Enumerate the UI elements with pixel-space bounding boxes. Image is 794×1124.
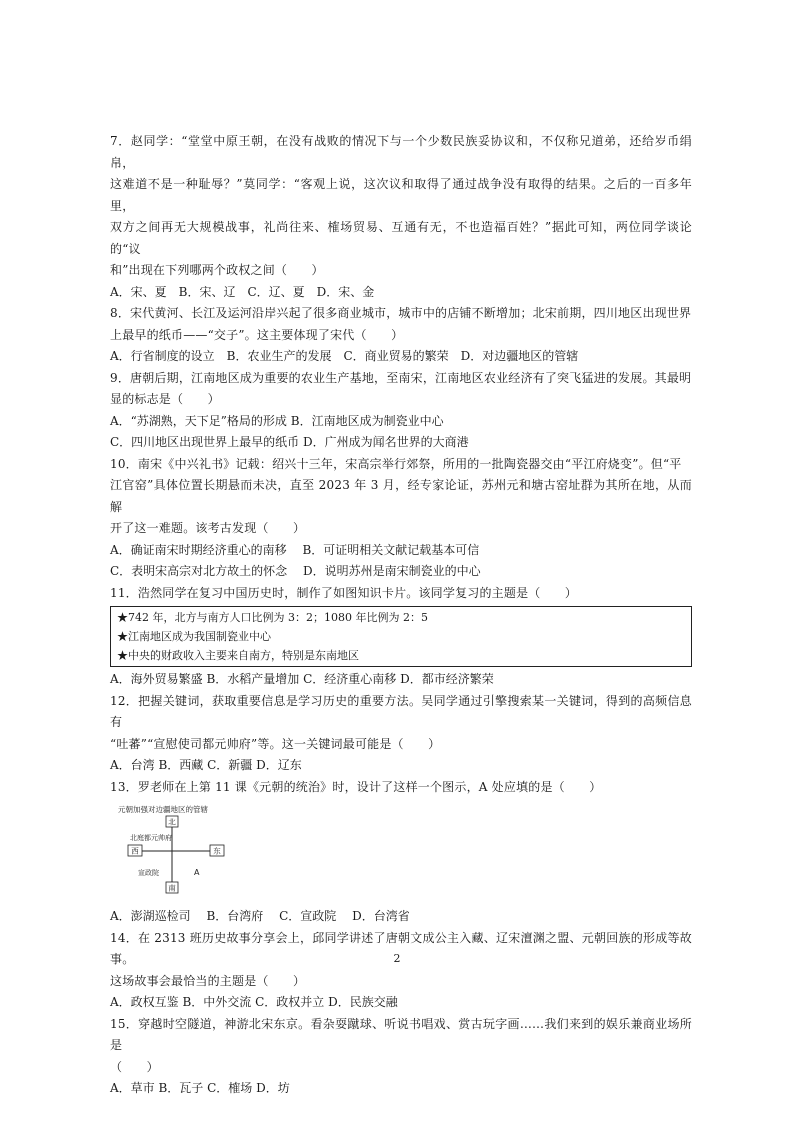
question-12: [110, 691, 692, 777]
question-8-options: A．行省制度的设立 B．农业生产的发展 C．商业贸易的繁荣 D．对边疆地区的管辖: [110, 349, 579, 363]
question-15-line: （ ）: [110, 1059, 159, 1074]
question-10-options: C．表明宋高宗对北方故土的怀念 D．说明苏州是南宋制瓷业的中心: [110, 564, 481, 578]
question-11: [110, 583, 692, 691]
question-8-line: 8．宋代黄河、长江及运河沿岸兴起了很多商业城市，城市中的店铺不断增加；北宋前期，四川地区出现世界: [110, 306, 692, 320]
question-14-options: A．政权互鉴 B．中外交流 C．政权并立 D．民族交融: [110, 995, 398, 1009]
page-number: 2: [393, 952, 401, 965]
question-7-line: 和”出现在下列哪两个政权之间（ ）: [110, 263, 324, 277]
diagram-southwest-label: 宣政院: [138, 869, 159, 877]
question-15: [110, 1014, 692, 1100]
question-7-line: 这难道不是一种耻辱？”莫同学：“客观上说，这次议和取得了通过战争没有取得的结果。之后的一百多年里，: [110, 177, 692, 213]
question-10-line: 10．南宋《中兴礼书》记载：绍兴十三年，宋高宗举行郊祭，所用的一批陶瓷器交由“平江府烧变”。但“平: [110, 456, 682, 471]
question-9: [110, 368, 692, 454]
diagram-answer-a-label: A: [194, 868, 200, 877]
question-14-line: 14．在 2313 班历史故事分享会上，邱同学讲述了唐朝文成公主入藏、辽宋澶渊之盟、元朝回族的形成等故事。: [110, 930, 692, 966]
question-9-options: A．“苏湖熟，天下足”格局的形成 B．江南地区成为制瓷业中心: [110, 413, 444, 428]
question-15-options: A．草市 B．瓦子 C．榷场 D．坊: [110, 1081, 290, 1095]
knowledge-card-item: ★中央的财政收入主要来自南方，特别是东南地区: [117, 649, 359, 662]
question-7-line: 双方之间再无大规模战事，礼尚往来、榷场贸易、互通有无，不也造福百姓？”据此可知，两位同学谈论的“议: [110, 220, 692, 256]
question-9-options: C．四川地区出现世界上最早的纸币 D．广州成为闻名世界的大商港: [110, 435, 469, 449]
question-7-line: 7．赵同学：“堂堂中原王朝，在没有战败的情况下与一个少数民族妥协议和，不仅称兄道弟，还给岁币绢帛，: [110, 134, 692, 170]
knowledge-card-item: ★江南地区成为我国制瓷业中心: [117, 630, 271, 643]
question-12-line: 12．把握关键词，获取重要信息是学习历史的重要方法。吴同学通过引擎搜索某一关键词，得到的高频信息有: [110, 693, 692, 729]
question-10: [110, 454, 692, 583]
diagram-title: 元朝加强对边疆地区的管辖: [118, 805, 208, 814]
question-11-options: A．海外贸易繁盛 B．水稻产量增加 C．经济重心南移 D．都市经济繁荣: [110, 672, 494, 686]
question-10-line: 开了这一难题。该考古发现（ ）: [110, 521, 306, 535]
question-13-options: A．澎湖巡检司 B．台湾府 C．宣政院 D．台湾省: [110, 909, 410, 923]
diagram-south-label: 南: [168, 883, 176, 893]
diagram-west-label: 西: [131, 846, 139, 856]
question-7: [110, 131, 692, 303]
border-administration-diagram: [118, 804, 254, 896]
question-12-line: “吐蕃”“宣慰使司都元帅府”等。这一关键词最可能是（ ）: [110, 736, 441, 751]
question-9-line: 9．唐朝后期，江南地区成为重要的农业生产基地，至南宋，江南地区农业经济有了突飞猛进的发展。其最明: [110, 370, 692, 385]
knowledge-card-item: ★742 年，北方与南方人口比例为 3：2；1080 年比例为 2：5: [117, 611, 428, 624]
diagram-north-label: 北: [168, 817, 176, 827]
question-12-options: A．台湾 B．西藏 C．新疆 D．辽东: [110, 758, 302, 772]
question-7-options: A．宋、夏 B．宋、辽 C．辽、夏 D．宋、金: [110, 284, 375, 299]
question-10-line: 江官窑”具体位置长期悬而未决，直至 2023 年 3 月，经专家论证，苏州元和塘古窑址群为其所在地，从而解: [110, 478, 692, 514]
question-15-line: 15．穿越时空隧道，神游北宋东京。看杂耍蹴球、听说书唱戏、赏古玩字画……我们来到的娱乐兼商业场所是: [110, 1016, 692, 1052]
question-10-options: A．确证南宋时期经济重心的南移 B．可证明相关文献记载基本可信: [110, 542, 480, 557]
question-13: [110, 777, 692, 928]
diagram-northwest-label: 北庭都元帅府: [130, 834, 172, 842]
question-11-line: 11．浩然同学在复习中国历史时，制作了如图知识卡片。该同学复习的主题是（ ）: [110, 585, 578, 600]
question-14: [110, 928, 692, 1014]
question-9-line: 显的标志是（ ）: [110, 392, 220, 406]
question-14-line: 这场故事会最恰当的主题是（ ）: [110, 973, 306, 988]
diagram-svg: [118, 804, 254, 896]
knowledge-card: [110, 606, 692, 667]
question-13-line: 13．罗老师在上第 11 课《元朝的统治》时，设计了这样一个图示，A 处应填的是（ ）: [110, 779, 602, 794]
question-8-line: 上最早的纸币——“交子”。这主要体现了宋代（ ）: [110, 327, 404, 342]
diagram-east-label: 东: [213, 846, 221, 856]
question-8: [110, 303, 692, 368]
